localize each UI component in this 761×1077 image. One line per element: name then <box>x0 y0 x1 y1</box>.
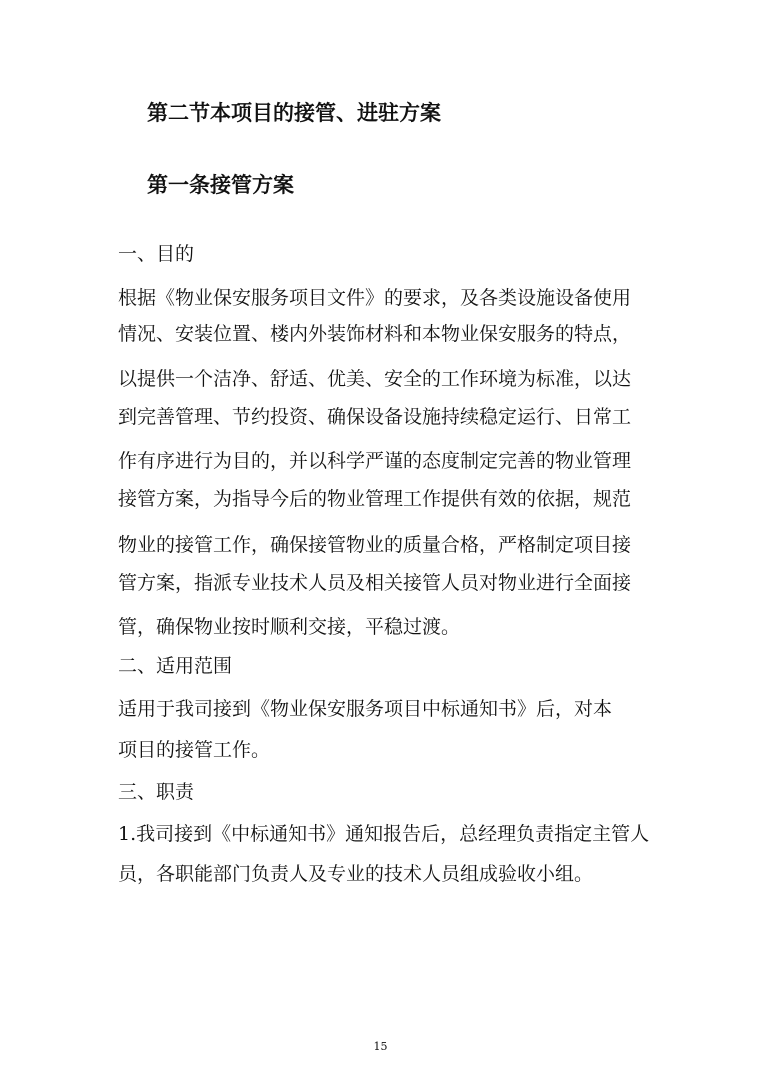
paragraph-line: 适用于我司接到《物业保安服务项目中标通知书》后，对本 <box>118 698 613 720</box>
section-heading-responsibilities: 三、职责 <box>118 781 195 803</box>
section-heading-scope: 二、适用范围 <box>118 655 233 677</box>
paragraph-line: 员，各职能部门负责人及专业的技术人员组成验收小组。 <box>118 863 594 885</box>
paragraph-line: 接管方案，为指导今后的物业管理工作提供有效的依据，规范 <box>118 488 632 510</box>
paragraph-line: 项目的接管工作。 <box>118 739 271 761</box>
paragraph-line: 管方案，指派专业技术人员及相关接管人员对物业进行全面接 <box>118 572 632 594</box>
paragraph-line: 到完善管理、节约投资、确保设备设施持续稳定运行、日常工 <box>118 406 632 428</box>
paragraph-line: 情况、安装位置、楼内外装饰材料和本物业保安服务的特点， <box>118 323 632 345</box>
paragraph-line: 1.我司接到《中标通知书》通知报告后，总经理负责指定主管人 <box>118 823 650 845</box>
paragraph-line: 根据《物业保安服务项目文件》的要求，及各类设施设备使用 <box>118 287 632 309</box>
paragraph-line: 管，确保物业按时顺利交接，平稳过渡。 <box>118 616 461 638</box>
paragraph-line: 以提供一个洁净、舒适、优美、安全的工作环境为标准，以达 <box>118 368 632 390</box>
section-title: 第二节本项目的接管、进驻方案 <box>147 100 441 125</box>
paragraph-line: 物业的接管工作，确保接管物业的质量合格，严格制定项目接 <box>118 534 632 556</box>
section-heading-purpose: 一、目的 <box>118 243 195 265</box>
paragraph-line: 作有序进行为目的，并以科学严谨的态度制定完善的物业管理 <box>118 450 632 472</box>
article-title: 第一条接管方案 <box>147 172 294 197</box>
page-number: 15 <box>373 1040 388 1053</box>
